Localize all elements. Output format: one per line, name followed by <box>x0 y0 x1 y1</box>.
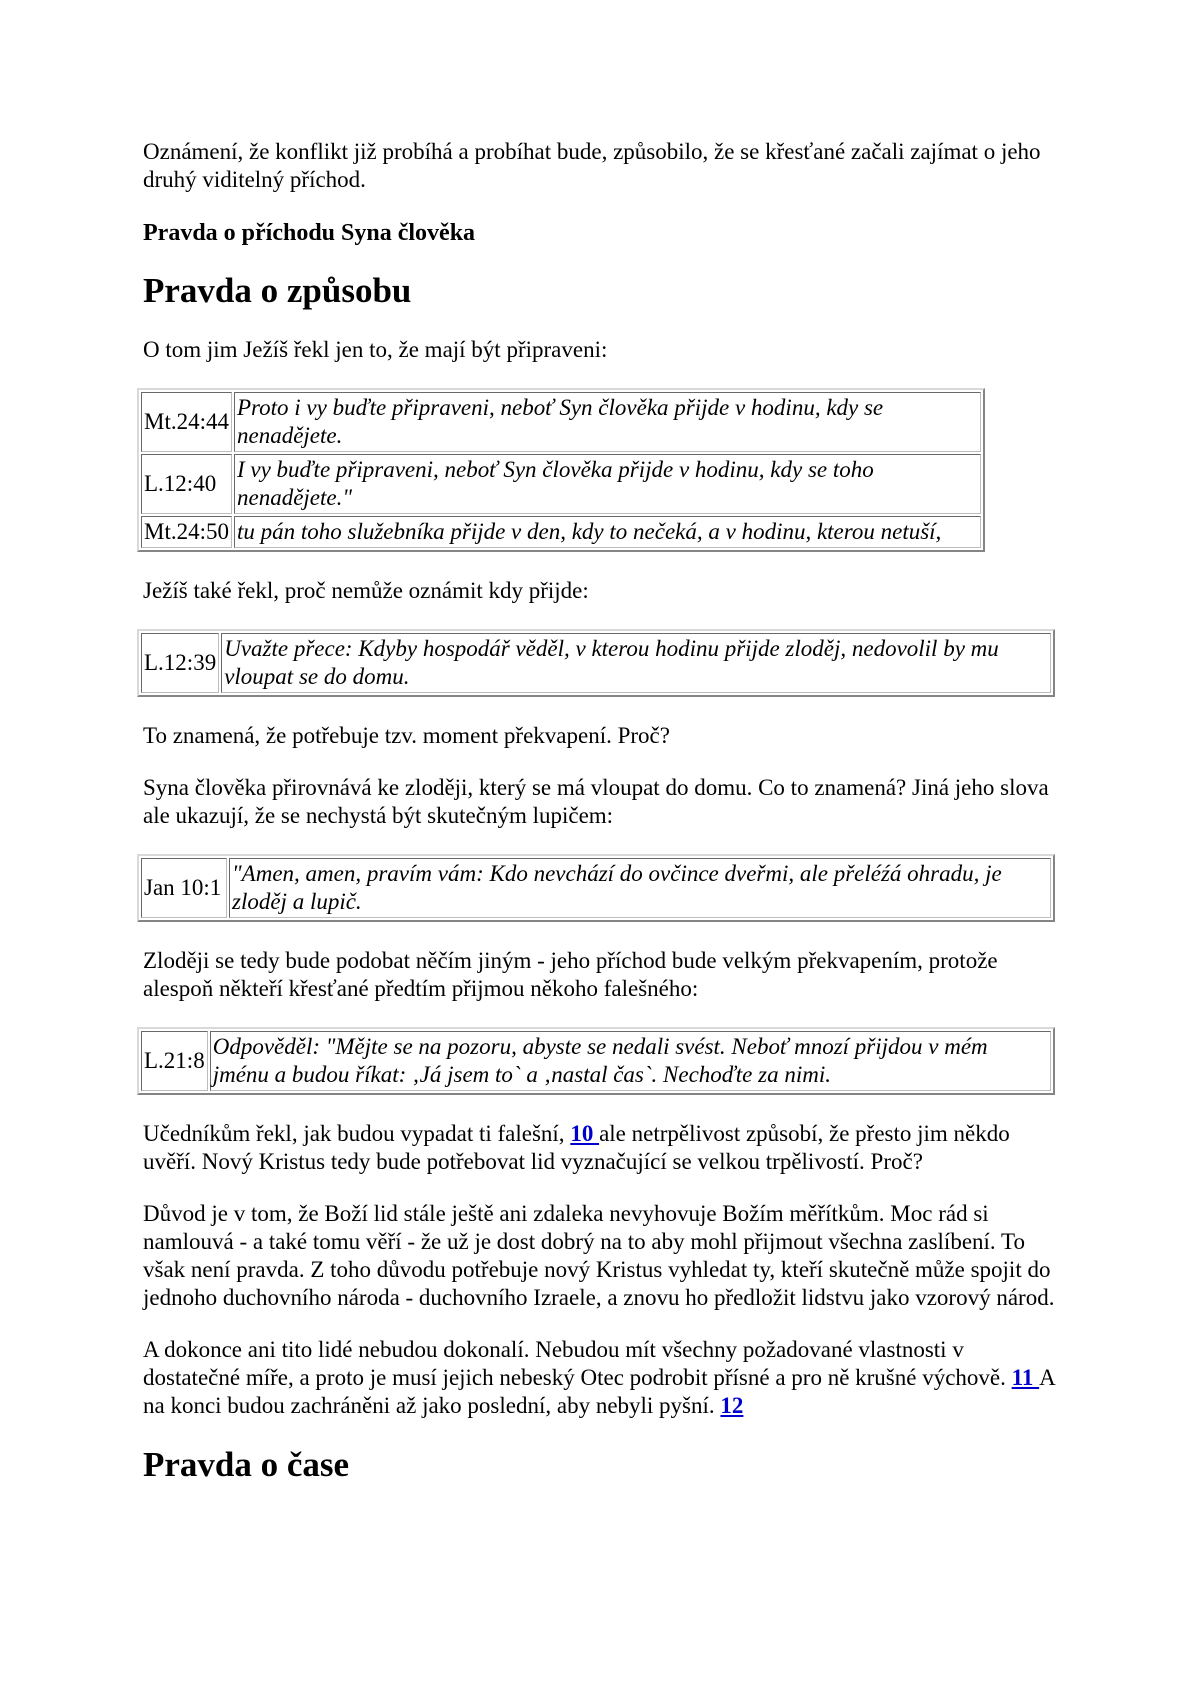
document-page <box>143 138 1063 1510</box>
footnote-link-10[interactable]: 10 <box>570 1121 600 1146</box>
paragraph-text: A dokonce ani tito lidé nebudou dokonalí. Nebudou mít všechny požadované vlastnosti v dostatečné míře, a proto je musí jejich nebeský Otec podrobit přísné a pro ně krušné výchově. <box>143 1337 1012 1390</box>
verse-text: "Amen, amen, pravím vám: Kdo nevchází do ovčince dveřmi, ale přeléźá ohradu, je zloděj a lupič. <box>229 858 1051 918</box>
paragraph-text: Učedníkům řekl, jak budou vypadat ti falešní, <box>143 1121 571 1146</box>
table-row <box>141 392 981 452</box>
paragraph-reason: Důvod je v tom, že Boží lid stále ještě ani zdaleka nevyhovuje Božím měřítkům. Moc rád si namlouvá - a také tomu věří - že už je dost dobrý na to aby mohl přijmout všechna zaslíbení. To však není pravda. Z toho důvodu potřebuje nový Kristus vyhledat ty, kteří skutečně může spojit do jednoho duchovního národa - duchovního Izraele, a znovu ho předložit lidstvu jako vzorový národ. <box>143 1201 1055 1310</box>
paragraph-conflict: Oznámení, že konflikt již probíhá a probíhat bude, způsobilo, že se křesťané začali zajímat o jeho druhý viditelný příchod. <box>143 139 1041 192</box>
verse-text: Uvažte přece: Kdyby hospodář věděl, v kterou hodinu přijde zloděj, nedovolil by mu vloupat se do domu. <box>221 633 1051 693</box>
paragraph-disciples <box>143 1120 1063 1176</box>
paragraph-surprise: To znamená, že potřebuje tzv. moment překvapení. Proč? <box>143 723 670 748</box>
table-row <box>141 454 981 514</box>
verse-ref: Jan 10:1 <box>141 858 227 918</box>
table-row <box>141 1031 1051 1091</box>
paragraph-intro2: Ježíš také řekl, proč nemůže oznámit kdy přijde: <box>143 578 589 603</box>
table-row <box>141 633 1051 693</box>
verse-ref: Mt.24:50 <box>141 516 232 548</box>
verse-ref: Mt.24:44 <box>141 392 232 452</box>
verse-text: I vy buďte připraveni, neboť Syn člověka přijde v hodinu, kdy se toho nenadějete." <box>234 454 981 514</box>
verse-table-3 <box>137 854 1055 922</box>
verse-ref: L.12:39 <box>141 633 219 693</box>
verse-table-1 <box>137 388 985 552</box>
paragraph-false: Zloději se tedy bude podobat něčím jiným - jeho příchod bude velkým překvapením, protože alespoň někteří křesťané předtím přijmou někoho falešného: <box>143 948 998 1001</box>
paragraph-text: ale netrpělivost způsobí, že přesto jim někdo uvěří. Nový Kristus tedy bude potřebovat lid vyznačující se velkou trpělivostí. Proč? <box>143 1121 1010 1174</box>
heading-manner: Pravda o způsobu <box>143 271 412 310</box>
paragraph-perfection <box>143 1336 1063 1420</box>
paragraph-intro1: O tom jim Ježíš řekl jen to, že mají být připraveni: <box>143 337 608 362</box>
subheading: Pravda o příchodu Syna člověka <box>143 220 476 246</box>
verse-text: Proto i vy buďte připraveni, neboť Syn člověka přijde v hodinu, kdy se nenadějete. <box>234 392 981 452</box>
paragraph-thief: Syna člověka přirovnává ke zloději, který se má vloupat do domu. Co to znamená? Jiná jeho slova ale ukazují, že se nechystá být skutečným lupičem: <box>143 775 1049 828</box>
verse-table-4 <box>137 1027 1055 1095</box>
footnote-link-11[interactable]: 11 <box>1011 1365 1040 1390</box>
table-row <box>141 858 1051 918</box>
heading-time: Pravda o čase <box>143 1445 350 1484</box>
verse-ref: L.12:40 <box>141 454 232 514</box>
verse-text: tu pán toho služebníka přijde v den, kdy to nečeká, a v hodinu, kterou netuší, <box>234 516 981 548</box>
verse-table-2 <box>137 629 1055 697</box>
table-row <box>141 516 981 548</box>
paragraph-text: A na konci budou zachráněni až jako poslední, aby nebyli pyšní. <box>143 1365 1055 1418</box>
footnote-link-12[interactable]: 12 <box>720 1393 744 1418</box>
verse-text: Odpověděl: "Mějte se na pozoru, abyste se nedali svést. Neboť mnozí přijdou v mém jménu a budou říkat: ‚Já jsem to` a ‚nastal čas`. Nechoďte za nimi. <box>210 1031 1051 1091</box>
verse-ref: L.21:8 <box>141 1031 208 1091</box>
